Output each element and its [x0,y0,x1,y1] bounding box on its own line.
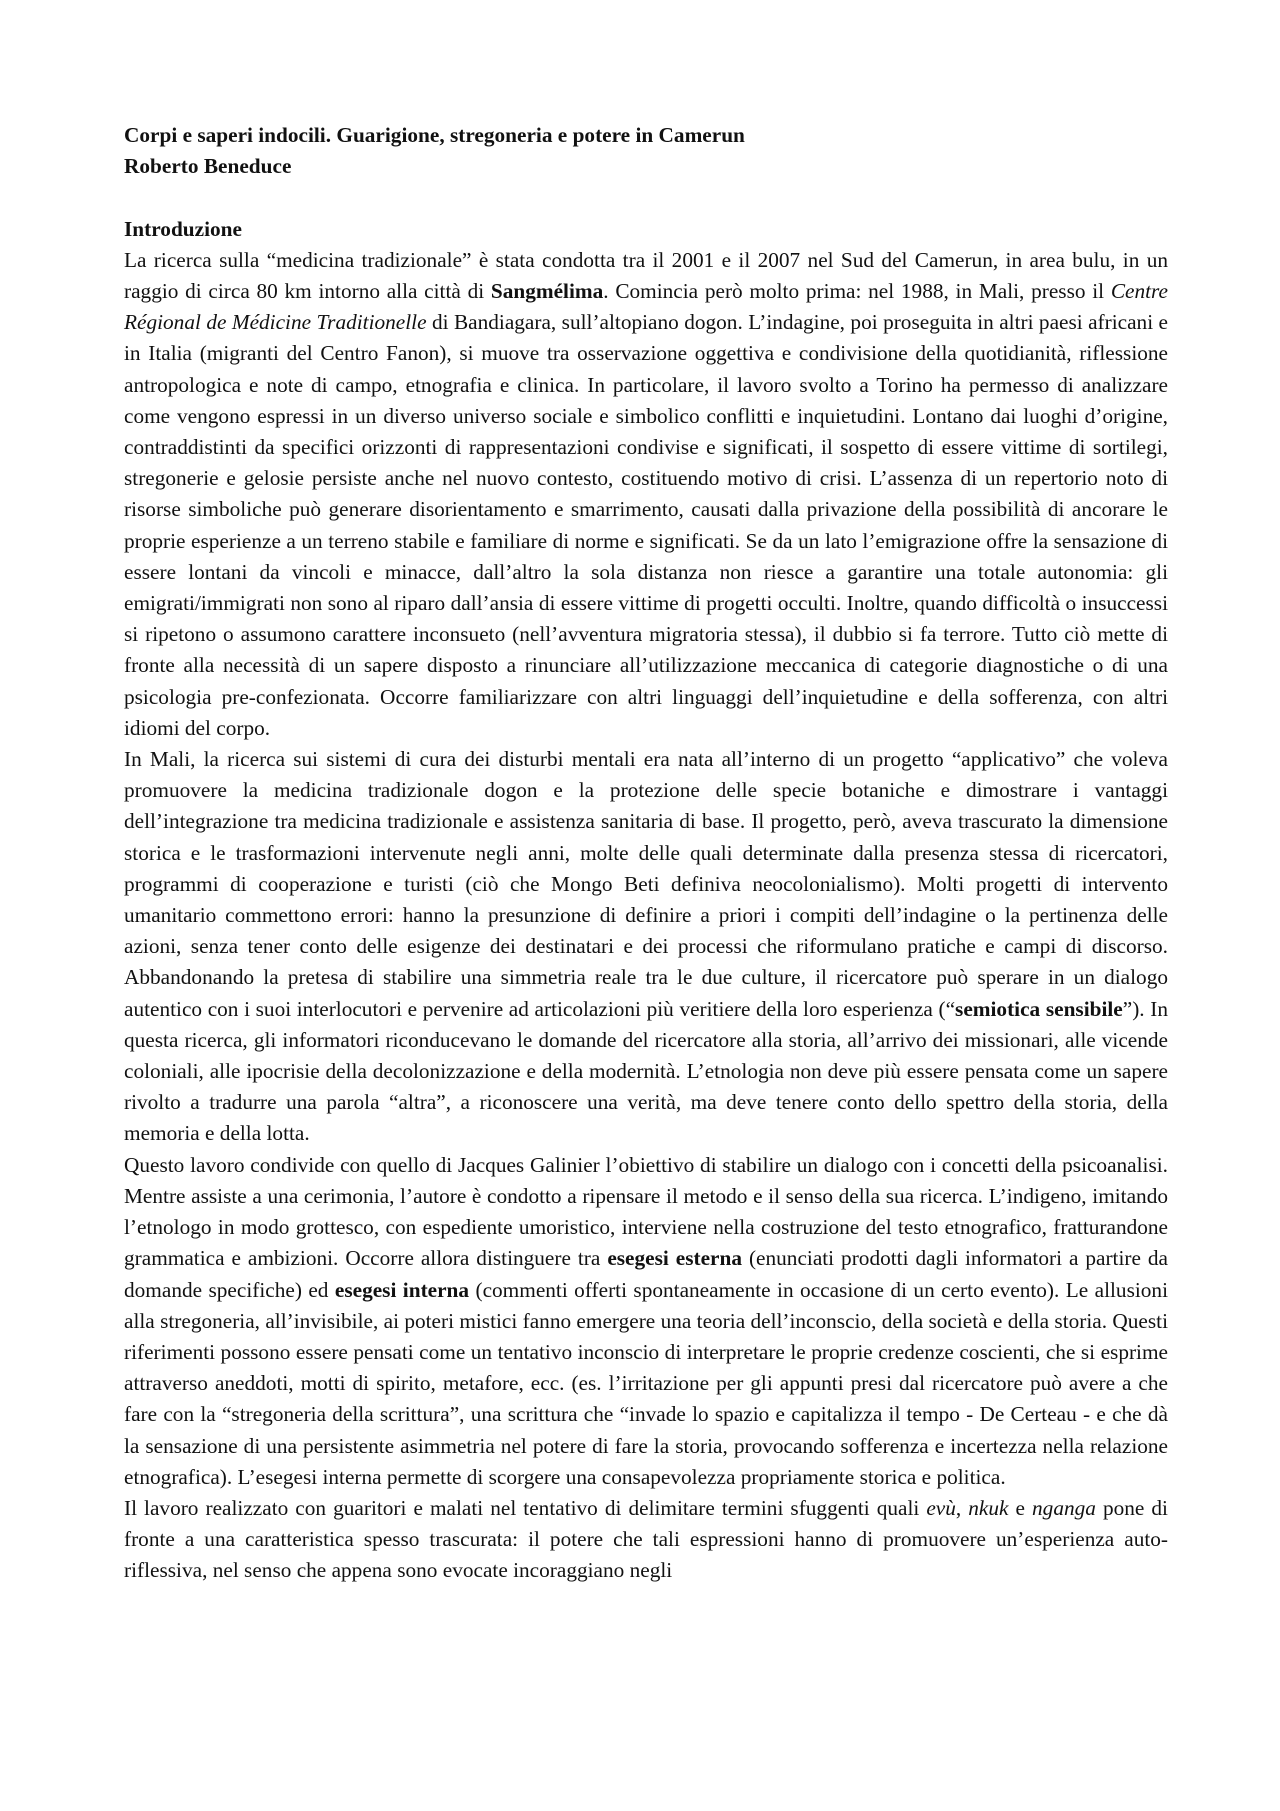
term-bold: semiotica sensibile [955,996,1123,1021]
paragraph-1-text: . Comincia però molto prima: nel 1988, in Mali, presso il [603,279,1111,303]
document-author: Roberto Beneduce [124,154,292,179]
paragraph-3-text: (commenti offerti spontaneamente in occasione di un certo evento). Le allusioni alla stregoneria, all’invisibile, ai poteri mistici fanno emergere una teoria dell’inconscio, della società e della storia. Questi riferimenti possono essere pensati come un tentativo inconscio di interpretare le proprie credenze coscienti, che si esprime attraverso aneddoti, motti di spirito, metafore, ecc. (es. l’irritazione per gli appunti presi dal ricercatore può avere a che fare con la “stregoneria della scrittura”, una scrittura che “invade lo spazio e capitalizza il tempo - De Certeau - e che dà la sensazione di una persistente asimmetria nel potere di fare la storia, provocando sofferenza e incertezza nella relazione etnografica). L’esegesi interna permette di scorgere una consapevolezza propriamente storica e politica. [124,1277,1169,1489]
term-italic: evù [926,1495,956,1520]
paragraph-2-text: In Mali, la ricerca sui sistemi di cura dei disturbi mentali era nata all’interno di un progetto “applicativo” che voleva promuovere la medicina tradizionale dogon e la protezione delle specie botaniche e dimostrare i vantaggi dell’integrazione tra medicina tradizionale e assistenza sanitaria di base. Il progetto, però, aveva trascurato la dimensione storica e le trasformazioni intervenute negli anni, molte delle quali determinate dalla presenza stessa di ricercatori, programmi di cooperazione e turisti (ciò che Mongo Beti definiva neocolonialismo). Molti progetti di intervento umanitario commettono errori: hanno la presunzione di definire a priori i compiti dell’indagine o la pertinenza delle azioni, senza tener conto delle esigenze dei destinatari e dei processi che riformulano pratiche e campi di discorso. Abbandonando la pretesa di stabilire una simmetria reale tra le due culture, il ricercatore può sperare in un dialogo autentico con i suoi interlocutori e pervenire ad articolazioni più veritiere della loro esperienza (“ [124,747,1168,1021]
paragraph-1-text: La ricerca sulla “medicina tradizionale” è stata condotta tra il 2001 e il 2007 nel Sud del Camerun, in area bulu, in un raggio di circa 80 km intorno alla città di [124,247,1168,303]
section-heading: Introduzione [124,216,242,241]
term-bold: esegesi interna [334,1277,470,1302]
paragraph-4-text: Il lavoro realizzato con guaritori e malati nel tentativo di delimitare termini sfuggenti quali [124,1495,927,1520]
term-italic: nganga [1032,1495,1096,1520]
paragraph-4-text: e [1008,1495,1033,1520]
paragraph-2 [124,744,1168,1150]
term-bold: esegesi esterna [607,1246,742,1271]
document-title: Corpi e saperi indocili. Guarigione, stregoneria e potere in Camerun [124,123,745,147]
paragraph-3-text: (enunciati prodotti dagli informatori a partire da domande specifiche) ed [124,1246,1168,1302]
term-italic: nkuk [968,1495,1009,1520]
document-page [124,120,1168,1587]
paragraph-1-text: di Bandiagara, sull’altopiano dogon. L’indagine, poi proseguita in altri paesi africani e in Italia (migranti del Centro Fanon), si muove tra osservazione oggettiva e condivisione della quotidianità, riflessione antropologica e note di campo, etnografia e clinica. In particolare, il lavoro svolto a Torino ha permesso di analizzare come vengono espressi in un diverso universo sociale e simbolico conflitti e inquietudini. Lontano dai luoghi d’origine, contraddistinti da specifici orizzonti di rappresentazioni condivise e significati, il sospetto di essere vittime di sortilegi, stregonerie e gelosie persiste anche nel nuovo contesto, costituendo motivo di crisi. L’assenza di un repertorio noto di risorse simboliche può generare disorientamento e smarrimento, causati dalla privazione della possibilità di ancorare le proprie esperienze a un terreno stabile e familiare di norme e significati. Se da un lato l’emigrazione offre la sensazione di essere lontani da vincoli e minacce, dall’altro la sola distanza non riesce a garantire una totale autonomia: gli emigrati/immigrati non sono al riparo dall’ansia di essere vittime di progetti occulti. Inoltre, quando difficoltà o insuccessi si ripetono o assumono carattere inconsueto (nell’avventura migratoria stessa), il dubbio si fa terrore. Tutto ciò mette di fronte alla necessità di un sapere disposto a rinunciare all’utilizzazione meccanica di categorie diagnostiche o di una psicologia pre-confezionata. Occorre familiarizzare con altri linguaggi dell’inquietudine e della sofferenza, con altri idiomi del corpo. [124,310,1169,740]
paragraph-1 [124,245,1168,744]
blank-line [124,182,1168,213]
institution-name-italic: Centre Régional de Médicine Traditionelle [124,279,1168,335]
paragraph-4 [124,1493,1168,1587]
place-name-bold: Sangmélima [490,279,604,303]
paragraph-2-text: ”). In questa ricerca, gli informatori riconducevano le domande del ricercatore alla storia, all’arrivo dei missionari, alle vicende coloniali, alle ipocrisie della decolonizzazione e della modernità. L’etnologia non deve più essere pensata come un sapere rivolto a tradurre una parola “altra”, a riconoscere una verità, ma deve tenere conto dello spettro della storia, della memoria e della lotta. [124,996,1168,1146]
paragraph-4-text: pone di fronte a una caratteristica spesso trascurata: il potere che tali espressioni hanno di promuovere un’esperienza auto-riflessiva, nel senso che appena sono evocate incoraggiano negli [124,1495,1168,1583]
paragraph-3-text: Questo lavoro condivide con quello di Jacques Galinier l’obiettivo di stabilire un dialogo con i concetti della psicoanalisi. Mentre assiste a una cerimonia, l’autore è condotto a ripensare il metodo e il senso della sua ricerca. L’indigeno, imitando l’etnologo in modo grottesco, con espediente umoristico, interviene nella costruzione del testo etnografico, fratturandone grammatica e ambizioni. Occorre allora distinguere tra [124,1152,1168,1271]
paragraph-4-text: , [955,1495,969,1520]
paragraph-3 [124,1150,1168,1493]
